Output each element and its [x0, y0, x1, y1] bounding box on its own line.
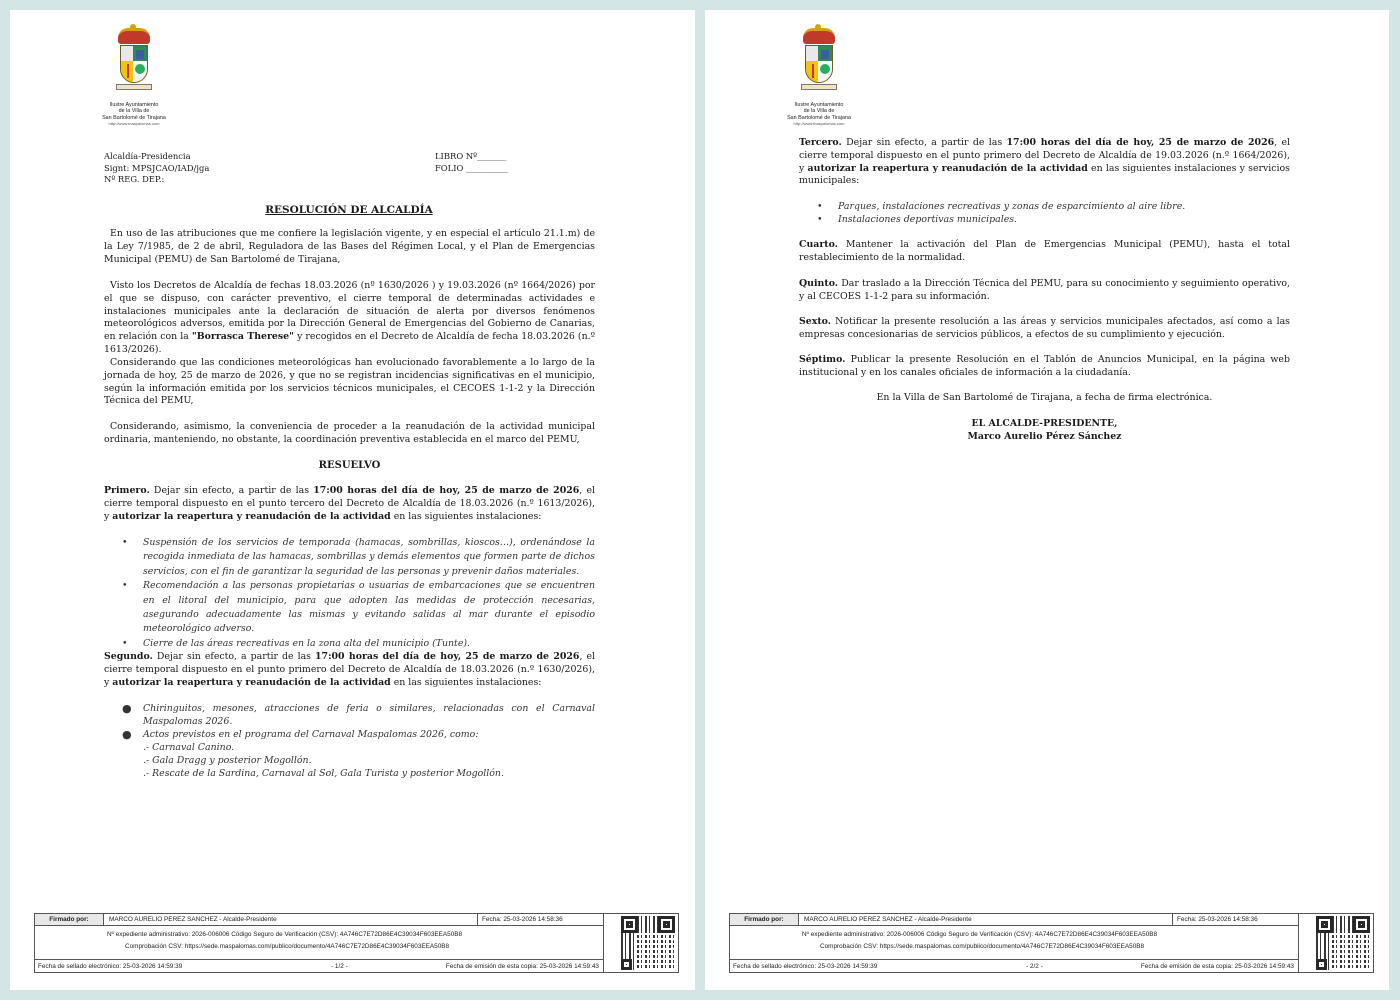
list-item-text: Actos previstos en el programa del Carnaval Maspalomas 2026, como:	[143, 729, 479, 740]
document-page-2	[705, 10, 1389, 990]
registry-number: Nº REG. DEP.:	[104, 174, 165, 185]
text-bold: 17:00 horas del día de hoy, 25 de marzo de 2026	[1006, 137, 1275, 148]
page-number: - 1/2 -	[331, 963, 348, 970]
text: en las siguientes instalaciones:	[390, 676, 542, 688]
sub-list-item: .- Rescate de la Sardina, Carnaval al Sol, Gala Turista y posterior Mogollón.	[143, 768, 504, 779]
text: , el cierre temporal dispuesto en el punto primero del Decreto de Alcaldía de 18.03.2026 (n.º 1630/2026), y	[104, 651, 595, 688]
coat-of-arms-icon	[113, 28, 155, 98]
bullet-icon: •	[817, 214, 823, 225]
section-label: Segundo.	[104, 651, 153, 662]
text: Visto los Decretos de Alcaldía de fechas 18.03.2026 (nº 1630/2026 ) y 19.03.2026 (nº 1664/2026) por el que se dispuso, con carácter preventivo, el cierre temporal de determinadas actividades e instalaciones municipales ante la declaración de situación de alerta por diversos fenómenos meteorológicos adversos, emitida por la Dirección General de Emergencias del Gobierno de Canarias, en relación con la	[104, 280, 595, 343]
text: Dar traslado a la Dirección Técnica del PEMU, para su conocimiento y seguimiento operativo, y al CECOES 1-1-2 para su información.	[799, 278, 1290, 302]
text: Mantener la activación del Plan de Emergencias Municipal (PEMU), hasta el total restablecimiento de la normalidad.	[799, 239, 1290, 263]
expediente-csv: Nº expediente administrativo: 2026-006006 Código Seguro de Verificación (CSV): 4A746C7E72D86E4C39034F603EEA50B8	[107, 931, 463, 938]
sub-list-item: .- Gala Dragg y posterior Mogollón.	[143, 755, 312, 766]
list-item	[817, 213, 1290, 226]
qr-cell	[1298, 914, 1374, 972]
storm-name: "Borrasca Therese"	[191, 331, 295, 343]
signature-date: Fecha: 25-03-2026 14:58:36	[477, 914, 603, 925]
list-item-text: Chiringuitos, mesones, atracciones de feria o similares, relacionadas con el Carnaval Maspalomas 2026.	[143, 703, 595, 727]
csv-verification-link[interactable]: Comprobación CSV: https://sede.maspalomas.com/publico/documento/4A746C7E72D86E4C39034F603EEA50B8	[125, 943, 450, 950]
sealed-date: Fecha de sellado electrónico: 25-03-2026 14:59:39	[733, 963, 878, 970]
list-item	[122, 637, 595, 651]
text: Dejar sin efecto, a partir de las	[152, 651, 316, 662]
signed-by-label: Firmado por:	[730, 914, 799, 925]
text: Dejar sin efecto, a partir de las	[149, 485, 314, 496]
text: en las siguientes instalaciones y servicios municipales:	[799, 162, 1290, 187]
signer-name: MARCO AURELIO PEREZ SANCHEZ - Alcalde-Presidente	[109, 916, 277, 923]
section-label: Séptimo.	[799, 354, 846, 365]
book-number: LIBRO Nº_______	[435, 151, 507, 161]
text: Publicar la presente Resolución en el Tablón de Anuncios Municipal, en la página web institucional y en los canales oficiales de información a la ciudadanía.	[799, 354, 1290, 378]
section-quinto	[799, 278, 1290, 304]
logo-line: San Bartolomé de Tirajana	[787, 114, 851, 121]
list-item	[817, 200, 1290, 213]
section-septimo	[799, 354, 1290, 380]
list-item-text: Cierre de las áreas recreativas en la zona alta del municipio (Tunte).	[143, 637, 471, 649]
signed-by-label: Firmado por:	[35, 914, 104, 925]
list-item	[122, 536, 595, 579]
logo-url: http://www.maspalomas.com	[793, 120, 845, 126]
bullet-icon: ●	[122, 702, 132, 715]
bullet-icon: •	[122, 637, 128, 649]
section-tercero	[799, 137, 1290, 188]
text: Notificar la presente resolución a las áreas y servicios municipales afectados, así como a las empresas concesionarias de servicios públicos, a efectos de su cumplimiento y ejecución.	[799, 316, 1290, 340]
municipal-logo	[94, 28, 174, 127]
signature-ref: Signt: MPSJCAO/IAD/jga	[104, 162, 210, 173]
logo-line: Ilustre Ayuntamiento	[109, 102, 159, 108]
footer-csv-row	[35, 926, 603, 960]
logo-line: San Bartolomé de Tirajana	[102, 114, 166, 121]
list-item-text: Instalaciones deportivas municipales.	[838, 214, 1018, 225]
text-bold: autorizar la reapertura y reanudación de la actividad	[112, 676, 391, 688]
section-primero	[104, 485, 595, 523]
qr-cell	[603, 914, 679, 972]
section-label: Sexto.	[799, 316, 832, 327]
list-item	[122, 579, 595, 637]
qr-code-icon	[621, 916, 675, 970]
paragraph-considerando-2: Considerando, asimismo, la conveniencia de proceder a la reanudación de la actividad municipal ordinaria, manteniendo, no obstante, la coordinación preventiva establecida en el marco del PEMU,	[104, 421, 595, 445]
text-bold: 17:00 horas del día de hoy, 25 de marzo de 2026	[313, 485, 580, 496]
list-item-text: Parques, instalaciones recreativas y zonas de esparcimiento al aire libre.	[838, 201, 1186, 212]
footer-signed-row	[730, 914, 1298, 926]
logo-url: http://www.maspalomas.com	[108, 120, 160, 126]
department-label: Alcaldía-Presidencia	[104, 151, 191, 161]
municipal-logo	[779, 28, 859, 127]
list-item	[122, 728, 595, 741]
qr-code-icon	[1316, 916, 1370, 970]
paragraph-visto	[104, 280, 595, 357]
header-meta-right	[435, 151, 508, 174]
expediente-csv: Nº expediente administrativo: 2026-006006 Código Seguro de Verificación (CSV): 4A746C7E72D86E4C39034F603EEA50B8	[802, 931, 1158, 938]
signature-name: Marco Aurelio Pérez Sánchez	[967, 431, 1122, 442]
logo-caption	[94, 102, 174, 127]
footer-signed-row	[35, 914, 603, 926]
segundo-list	[122, 702, 595, 780]
signature-title: EL ALCALDE-PRESIDENTE,	[971, 418, 1118, 429]
sealed-date: Fecha de sellado electrónico: 25-03-2026 14:59:39	[38, 963, 183, 970]
signature-date: Fecha: 25-03-2026 14:58:36	[1172, 914, 1298, 925]
coat-of-arms-icon	[798, 28, 840, 98]
text-bold: autorizar la reapertura y reanudación de la actividad	[807, 162, 1088, 174]
bullet-icon: ●	[122, 728, 132, 741]
section-label: Cuarto.	[799, 239, 838, 250]
tercero-list	[817, 200, 1290, 226]
footer-dates-row	[730, 960, 1298, 973]
page-number: - 2/2 -	[1026, 963, 1043, 970]
copy-date: Fecha de emisión de esta copia: 25-03-2026 14:59:43	[445, 963, 599, 970]
document-page-1	[10, 10, 695, 990]
text: y recogidos en el Decreto de Alcaldía de fecha 18.03.2026 (n.º 1613/2026).	[104, 331, 595, 355]
bullet-icon: •	[122, 537, 128, 548]
text: Dejar sin efecto, a partir de las	[841, 137, 1007, 148]
section-label: Tercero.	[799, 137, 842, 148]
bullet-icon: •	[817, 201, 823, 212]
text: en las siguientes instalaciones:	[390, 510, 542, 522]
section-segundo	[104, 651, 595, 689]
section-label: Quinto.	[799, 278, 839, 289]
text-bold: autorizar la reapertura y reanudación de la actividad	[112, 510, 391, 522]
copy-date: Fecha de emisión de esta copia: 25-03-2026 14:59:43	[1140, 963, 1294, 970]
sub-list-item: .- Carnaval Canino.	[143, 742, 235, 753]
text: , el cierre temporal dispuesto en el punto primero del Decreto de Alcaldía de 19.03.2026 (n.º 1664/2026), y	[799, 137, 1290, 174]
primero-list	[122, 536, 595, 651]
signature-footer	[34, 913, 679, 973]
header-meta-left	[104, 151, 209, 186]
section-label: Primero.	[104, 485, 150, 496]
list-item	[122, 702, 595, 728]
csv-verification-link[interactable]: Comprobación CSV: https://sede.maspalomas.com/publico/documento/4A746C7E72D86E4C39034F603EEA50B8	[820, 943, 1145, 950]
text: , el cierre temporal dispuesto en el punto tercero del Decreto de Alcaldía de 18.03.2026 (n.º 1613/2026), y	[104, 485, 596, 522]
logo-line: de la Villa de	[803, 108, 835, 115]
paragraph-considerando-1: Considerando que las condiciones meteorológicas han evolucionado favorablemente a lo largo de la jornada de hoy, 25 de marzo de 2026, y que no se registran incidencias significativas en el municipio, según la información emitida por los servicios técnicos municipales, el CECOES 1-1-2 y la Dirección Técnica del PEMU,	[104, 357, 595, 407]
bullet-icon: •	[122, 580, 128, 592]
section-cuarto	[799, 239, 1290, 265]
footer-dates-row	[35, 960, 603, 973]
folio-number: FOLIO __________	[435, 162, 508, 173]
section-sexto	[799, 316, 1290, 342]
logo-line: de la Villa de	[118, 108, 150, 115]
document-title: RESOLUCIÓN DE ALCALDÍA	[265, 204, 433, 216]
signer-name: MARCO AURELIO PEREZ SANCHEZ - Alcalde-Presidente	[804, 916, 972, 923]
signature-footer	[729, 913, 1374, 973]
footer-csv-row	[730, 926, 1298, 960]
place-and-date: En la Villa de San Bartolomé de Tirajana, a fecha de firma electrónica.	[876, 392, 1213, 403]
list-item-text: Suspensión de los servicios de temporada (hamacas, sombrillas, kioscos…), ordenándose la recogida inmediata de las hamacas, sombrillas y demás elementos que formen parte de dichos servicios, con el fin de garantizar la seguridad de las personas y prevenir daños materiales.	[143, 537, 595, 577]
list-item-text: Recomendación a las personas propietarias o usuarias de embarcaciones que se encuentren en el litoral del municipio, para que adopten las medidas de protección necesarias, asegurando adecuadamente las mismas y evitando salidas al mar durante el episodio meteorológico adverso.	[143, 580, 595, 635]
logo-caption	[779, 102, 859, 127]
paragraph-legal-basis: En uso de las atribuciones que me confiere la legislación vigente, y en especial el artículo 21.1.m) de la Ley 7/1985, de 2 de abril, Reguladora de las Bases del Régimen Local, y el Plan de Emergencias Municipal (PEMU) de San Bartolomé de Tirajana,	[104, 228, 595, 265]
text-bold: 17:00 horas del día de hoy, 25 de marzo de 2026	[315, 651, 580, 662]
resuelvo-heading: RESUELVO	[318, 460, 381, 471]
logo-line: Ilustre Ayuntamiento	[794, 102, 844, 108]
